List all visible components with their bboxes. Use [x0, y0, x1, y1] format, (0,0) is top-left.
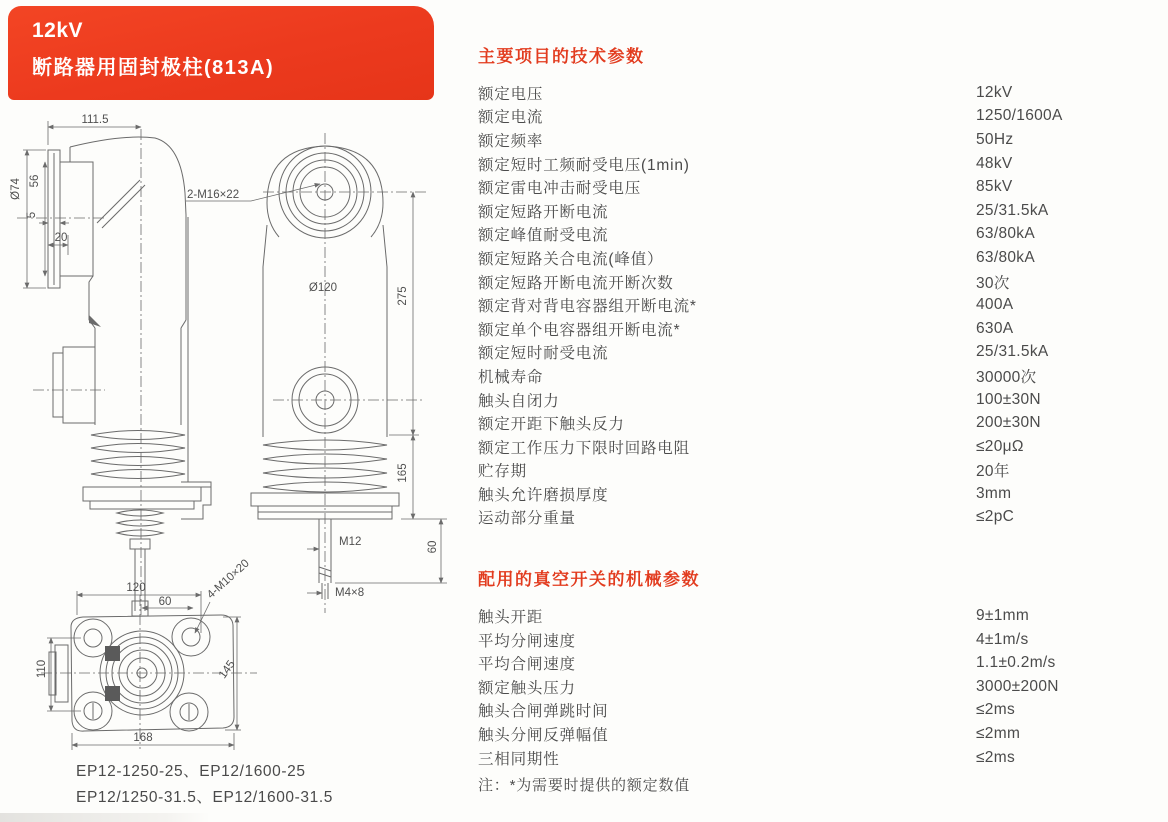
spec-value: 30000次: [976, 368, 1037, 386]
scan-artifact: [0, 813, 210, 822]
spec-value: 630A: [976, 319, 1014, 337]
model-list: [76, 759, 333, 811]
spec-value: 30次: [976, 274, 1010, 292]
spec-value: ≤2ms: [976, 701, 1015, 719]
spec-label: 额定开距下触头反力: [478, 416, 625, 434]
spec-value: 12kV: [976, 83, 1013, 101]
footnote: 注：*为需要时提供的额定数值: [478, 777, 691, 795]
spec-section-main: [478, 42, 1168, 529]
bottom-view: [36, 557, 257, 750]
spec-value: ≤2mm: [976, 725, 1021, 743]
spec-row: [478, 506, 1168, 530]
spec-row: [478, 105, 1168, 129]
dim-terminal-dia: Ø74: [10, 178, 22, 200]
spec-label: 运动部分重量: [478, 510, 576, 528]
spec-value: 1.1±0.2m/s: [976, 654, 1056, 672]
spec-row: [478, 199, 1168, 223]
spec-label: 额定电压: [478, 85, 544, 103]
header-voltage: 12kV: [32, 19, 84, 42]
dim-body-dia: Ø120: [308, 282, 338, 294]
spec-label: 额定短时耐受电流: [478, 345, 609, 363]
spec-value: 200±30N: [976, 414, 1041, 432]
dim-lower-height: 165: [397, 463, 409, 483]
spec-label: 额定电流: [478, 109, 544, 127]
spec-rows-mechanical: [478, 604, 1168, 769]
spec-value: 48kV: [976, 154, 1013, 172]
dim-rod-length: 60: [427, 540, 439, 554]
header-product-name: 断路器用固封极柱(813A): [32, 57, 275, 79]
spec-label: 额定雷电冲击耐受电压: [478, 180, 642, 198]
spec-value: 400A: [976, 296, 1014, 314]
spec-label: 平均分闸速度: [478, 632, 576, 650]
spec-row: [478, 128, 1168, 152]
dim-body-height: 275: [397, 286, 409, 306]
spec-value: 4±1m/s: [976, 630, 1029, 648]
dim-base-depth: 110: [36, 659, 48, 679]
spec-row: [478, 175, 1168, 199]
spec-row: [478, 651, 1168, 675]
dim-base-width: 168: [133, 732, 153, 744]
spec-label: 触头允许磨损厚度: [478, 486, 609, 504]
dim-terminal-depth: 20: [54, 232, 68, 244]
spec-row: [478, 411, 1168, 435]
spec-label: 额定短路开断电流开断次数: [478, 274, 674, 292]
spec-row: [478, 293, 1168, 317]
spec-row: [478, 746, 1168, 770]
spec-row: [478, 246, 1168, 270]
spec-row: [478, 152, 1168, 176]
spec-label: 额定背对背电容器组开断电流*: [478, 298, 697, 316]
section-title-main: 主要项目的技术参数: [478, 47, 645, 66]
thread-callout: 2-M16×22: [187, 189, 240, 201]
spec-label: 三相同期性: [478, 750, 560, 768]
spec-value: 63/80kA: [976, 248, 1035, 266]
spec-row: [478, 341, 1168, 365]
dim-base-width-inner: 120: [126, 582, 146, 594]
spec-label: 触头自闭力: [478, 392, 560, 410]
spec-row: [478, 364, 1168, 388]
dim-top-width: 111.5: [81, 114, 109, 126]
spec-value: ≤2ms: [976, 748, 1015, 766]
spec-label: 额定峰值耐受电流: [478, 227, 609, 245]
spec-label: 额定触头压力: [478, 679, 576, 697]
dim-base-hole-pitch: 145: [216, 658, 238, 682]
dim-plate-thickness: 5: [26, 211, 38, 219]
spec-value: ≤2pC: [976, 508, 1015, 526]
spec-column: [478, 42, 1168, 795]
spec-row: [478, 317, 1168, 341]
spec-label: 额定工作压力下限时回路电阻: [478, 439, 690, 457]
spec-row: [478, 482, 1168, 506]
spec-label: 平均合闸速度: [478, 656, 576, 674]
spec-label: 机械寿命: [478, 368, 544, 386]
spec-value: 100±30N: [976, 390, 1041, 408]
spec-row: [478, 435, 1168, 459]
spec-value: 3000±200N: [976, 677, 1059, 695]
spec-value: 3mm: [976, 484, 1012, 502]
model-line-2: EP12/1250-31.5、EP12/1600-31.5: [76, 789, 333, 806]
technical-drawing: [5, 105, 465, 765]
spec-value: 20年: [976, 463, 1010, 481]
spec-row: [478, 223, 1168, 247]
spec-label: 额定短路关合电流(峰值）: [478, 250, 664, 268]
spec-label: 额定短路开断电流: [478, 203, 609, 221]
dim-base-hole-span: 60: [158, 596, 172, 608]
spec-label: 额定短时工频耐受电压(1min): [478, 156, 690, 174]
spec-row: [478, 722, 1168, 746]
front-view: [186, 133, 447, 613]
spec-row: [478, 270, 1168, 294]
spec-label: 触头开距: [478, 609, 544, 627]
spec-value: ≤20μΩ: [976, 437, 1024, 455]
spec-row: [478, 675, 1168, 699]
header-banner: [8, 6, 434, 100]
spec-label: 额定频率: [478, 132, 544, 150]
dim-rod-thread: M12: [339, 536, 362, 548]
spec-value: 50Hz: [976, 130, 1014, 148]
spec-value: 25/31.5kA: [976, 343, 1049, 361]
spec-value: 1250/1600A: [976, 107, 1063, 125]
spec-label: 贮存期: [478, 463, 527, 481]
spec-label: 触头合闸弹跳时间: [478, 703, 609, 721]
dim-rod-tip-thread: M4×8: [335, 587, 365, 599]
spec-value: 25/31.5kA: [976, 201, 1049, 219]
spec-row: [478, 628, 1168, 652]
spec-section-mechanical: [478, 565, 1168, 795]
spec-value: 85kV: [976, 178, 1013, 196]
spec-row: [478, 604, 1168, 628]
spec-row: [478, 699, 1168, 723]
spec-label: 触头分闸反弹幅值: [478, 727, 609, 745]
side-view: [10, 114, 211, 617]
spec-value: 9±1mm: [976, 607, 1030, 625]
dim-terminal-inner: 56: [29, 174, 41, 188]
spec-value: 63/80kA: [976, 225, 1035, 243]
spec-row: [478, 81, 1168, 105]
model-line-1: EP12-1250-25、EP12/1600-25: [76, 763, 306, 780]
spec-row: [478, 459, 1168, 483]
dim-base-hole-callout: 4-M10×20: [204, 557, 252, 602]
spec-rows-main: [478, 81, 1168, 529]
section-title-mechanical: 配用的真空开关的机械参数: [478, 570, 700, 590]
spec-row: [478, 388, 1168, 412]
spec-label: 额定单个电容器组开断电流*: [478, 321, 681, 339]
